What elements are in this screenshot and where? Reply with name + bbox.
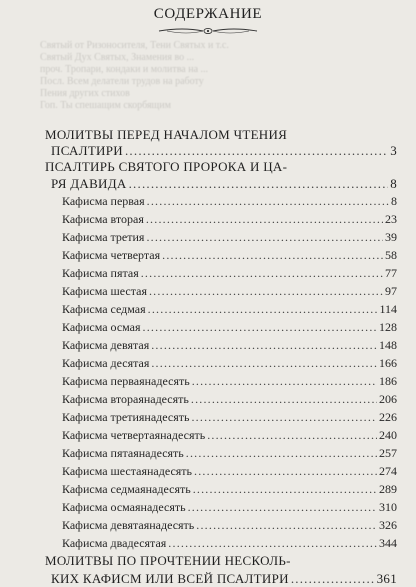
leader-dots xyxy=(149,284,383,299)
toc-page-number: 58 xyxy=(385,248,397,262)
toc-page-number: 39 xyxy=(385,230,397,244)
leader-dots xyxy=(196,518,377,533)
toc-entry-kathisma[interactable] xyxy=(62,374,397,389)
leader-dots xyxy=(191,410,377,425)
toc-page-number: 206 xyxy=(379,392,397,406)
toc-entry-label: Кафисма двадесятая xyxy=(62,536,167,550)
toc-entry-label: Кафисма пятая xyxy=(62,266,139,280)
toc-entry-kathisma[interactable] xyxy=(62,500,397,515)
leader-dots xyxy=(148,302,378,317)
toc-page-number: 77 xyxy=(385,266,397,280)
toc-page-number: 114 xyxy=(379,302,397,316)
bleed-line: Гоп. Ты спешащим скорбящим xyxy=(40,100,171,111)
toc-page-number: 361 xyxy=(376,571,397,586)
toc-entry-label: Кафисма первая xyxy=(62,194,145,208)
leader-dots xyxy=(162,248,383,263)
toc-entry-kathisma[interactable] xyxy=(62,518,397,533)
toc-entry-label: Кафисма перваянадесять xyxy=(62,374,190,388)
toc-entry-label: КИХ КАФИСМ ИЛИ ВСЕЙ ПСАЛТИРИ xyxy=(51,571,289,586)
toc-page-number: 128 xyxy=(379,320,397,334)
toc-entry-label: Кафисма втораянадесять xyxy=(62,392,189,406)
toc-entry-kathisma[interactable] xyxy=(62,356,397,371)
toc-page-number: 240 xyxy=(379,428,397,442)
toc-page-number: 274 xyxy=(379,464,397,478)
toc-entry-label: Кафисма осмая xyxy=(62,320,141,334)
toc-entry-label: РЯ ДАВИДА xyxy=(51,176,127,191)
toc-entry-label: Кафисма четвертаянадесять xyxy=(62,428,206,442)
bleed-through-text xyxy=(40,40,400,120)
toc-page-number: 97 xyxy=(385,284,397,298)
toc-entry-label: Кафисма девятаянадесять xyxy=(62,518,195,532)
leader-dots xyxy=(193,482,377,497)
toc-heading-prayers-before: МОЛИТВЫ ПЕРЕД НАЧАЛОМ ЧТЕНИЯ xyxy=(45,127,288,142)
toc-entry-label: Кафисма шестаянадесять xyxy=(62,464,193,478)
toc-entry-prayers-before[interactable] xyxy=(51,143,397,159)
leader-dots xyxy=(146,230,383,245)
leader-dots xyxy=(291,571,375,587)
toc-page-number: 186 xyxy=(379,374,397,388)
toc-entry-kathisma[interactable] xyxy=(62,284,397,299)
toc-entry-kathisma[interactable] xyxy=(62,392,397,407)
leader-dots xyxy=(194,464,377,479)
toc-entry-kathisma[interactable] xyxy=(62,446,397,461)
leader-dots xyxy=(146,212,383,227)
toc-entry-kathisma[interactable] xyxy=(62,230,397,245)
bleed-line: Святый Дух Святых, Знамения во ... xyxy=(40,52,195,63)
toc-page-number: 23 xyxy=(385,212,397,226)
toc-entry-label: Кафисма десятая xyxy=(62,356,150,370)
bleed-line: Посл. Всем делатели трудов на работу xyxy=(40,76,204,87)
bleed-line: Пения других стихов xyxy=(40,88,130,99)
toc-page-number: 8 xyxy=(390,176,397,191)
toc-entry-label: Кафисма четвертая xyxy=(62,248,161,262)
toc-entry-label: ПСАЛТИРИ xyxy=(51,143,123,158)
bleed-line: проч. Тропари, кондаки и молитва на ... xyxy=(40,64,209,75)
toc-page-number: 166 xyxy=(379,356,397,370)
toc-page-number: 8 xyxy=(391,194,397,208)
leader-dots xyxy=(186,446,377,461)
leader-dots xyxy=(207,428,377,443)
toc-entry-kathisma[interactable] xyxy=(62,464,397,479)
toc-entry-kathisma[interactable] xyxy=(62,410,397,425)
toc-entry-kathisma[interactable] xyxy=(62,302,397,317)
toc-entry-kathisma[interactable] xyxy=(62,428,397,443)
toc-entry-label: Кафисма третия xyxy=(62,230,145,244)
leader-dots xyxy=(141,266,383,281)
toc-entry-label: Кафисма шестая xyxy=(62,284,147,298)
toc-entry-psalter[interactable] xyxy=(51,176,397,192)
leader-dots xyxy=(151,356,377,371)
toc-page-number: 3 xyxy=(390,143,397,158)
leader-dots xyxy=(151,338,377,353)
toc-entry-label: Кафисма вторая xyxy=(62,212,144,226)
toc-entry-kathisma[interactable] xyxy=(62,338,397,353)
toc-page-number: 226 xyxy=(379,410,397,424)
toc-entry-label: Кафисма седмаянадесять xyxy=(62,482,191,496)
leader-dots xyxy=(168,536,377,551)
toc-entry-label: Кафисма пятаянадесять xyxy=(62,446,184,460)
bleed-line: Святый от Ризоносителя, Тени Святых и т.с. xyxy=(40,40,229,51)
toc-entry-label: Кафисма седмая xyxy=(62,302,146,316)
toc-entry-kathisma[interactable] xyxy=(62,212,397,227)
toc-page-number: 310 xyxy=(379,500,397,514)
toc-entry-kathisma[interactable] xyxy=(62,536,397,551)
toc-entry-kathisma[interactable] xyxy=(62,320,397,335)
ornament-divider xyxy=(157,25,259,37)
toc-entry-label: Кафисма осмаянадесять xyxy=(62,500,186,514)
leader-dots xyxy=(147,194,389,209)
leader-dots xyxy=(191,392,377,407)
leader-dots xyxy=(143,320,377,335)
toc-page-number: 148 xyxy=(379,338,397,352)
toc-page-number: 257 xyxy=(379,446,397,460)
toc-entry-prayers-after[interactable] xyxy=(51,571,397,587)
toc-heading-prayers-after: МОЛИТВЫ ПО ПРОЧТЕНИИ НЕСКОЛЬ- xyxy=(45,553,291,568)
leader-dots xyxy=(192,374,377,389)
toc-entry-kathisma[interactable] xyxy=(62,266,397,281)
leader-dots xyxy=(129,176,389,192)
page-title: СОДЕРЖАНИЕ xyxy=(153,6,263,22)
toc-entry-kathisma[interactable] xyxy=(62,482,397,497)
toc-entry-kathisma[interactable] xyxy=(62,194,397,209)
toc-entry-label: Кафисма девятая xyxy=(62,338,150,352)
toc-page-number: 289 xyxy=(379,482,397,496)
toc-entry-label: Кафисма третиянадесять xyxy=(62,410,190,424)
toc-entry-kathisma[interactable] xyxy=(62,248,397,263)
leader-dots xyxy=(125,143,388,159)
toc-page-number: 326 xyxy=(379,518,397,532)
toc-page-number: 344 xyxy=(379,536,397,550)
leader-dots xyxy=(188,500,377,515)
toc-heading-psalter: ПСАЛТИРЬ СВЯТОГО ПРОРОКА И ЦА- xyxy=(45,159,288,174)
